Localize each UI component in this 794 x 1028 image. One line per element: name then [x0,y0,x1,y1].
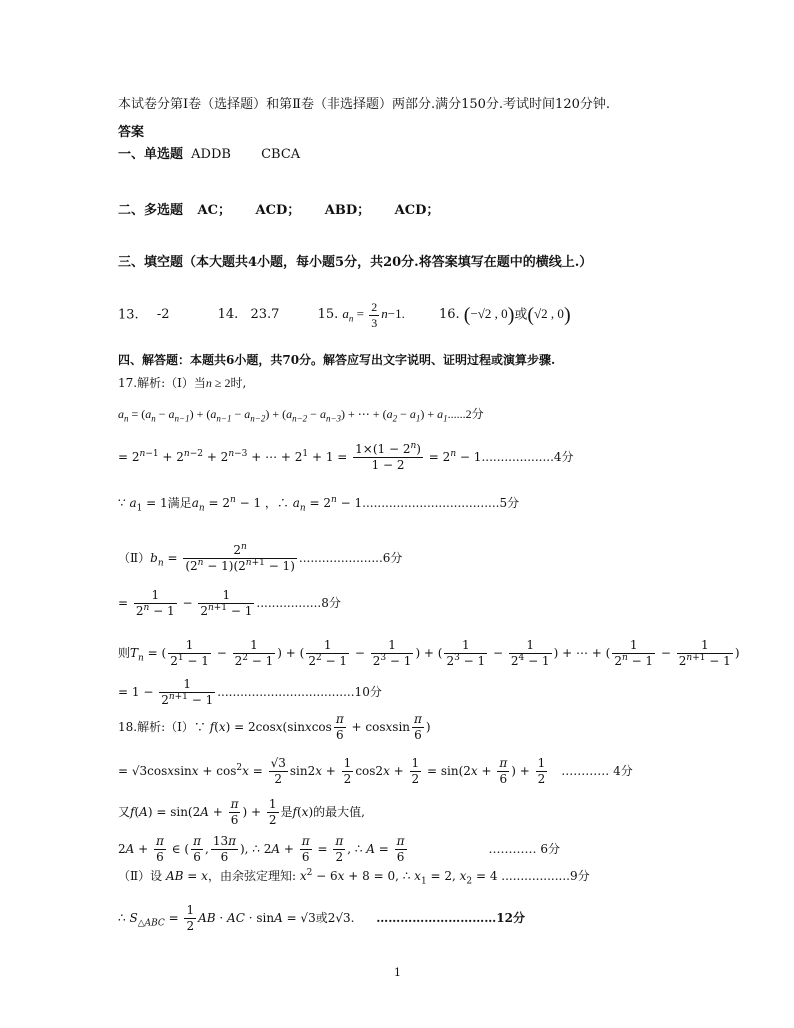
q17-score-10: ....................................10分 [217,685,382,699]
q18-again: 又 [118,805,131,819]
page-number: 1 [394,966,401,979]
q18-eq-max: 又f(A) = sin(2A + $\frac{\pi}{6}$ ) + $\frac{1}{2}$ 是f(x)的最大值, [118,797,365,827]
multi-choice-line [118,202,439,220]
q17-score-4: ...................4分 [481,450,574,464]
q17-condition: n ≥ 2 [205,376,231,390]
multi-choice-label: 二、多选题 [118,203,184,218]
multi-choice-answer: AC； [197,203,231,218]
q18-or: 或 [315,911,328,925]
q17-score-2: ......2分 [447,407,484,421]
multi-choice-answer: ACD； [255,203,301,218]
single-choice-line [118,146,300,164]
q17-part2-label: （Ⅱ） [118,551,151,565]
single-choice-label: 一、单选题 [118,147,184,162]
single-choice-answers-b: CBCA [261,147,301,162]
q17-eq-tn: 则$T_n$ = ( $\frac{1}{2^1 - 1}$ − $\frac{1}{2^2 - 1}$ ) + ( $\frac{1}{2^2 - 1}$ − $\frac{1}{2^3 - 1}$ ) + ( $\frac{1}{2^3 - 1}$ − $\frac{1}{2^4 - 1}$ ) + ⋯ + ( $\frac{1}{2^n - 1}$ − $\frac{1}{2^{n+1} - 1}$ ) [118,638,740,668]
q17-eq-result: = 1 − $\frac{1}{2^{n+1} - 1}$ ....................................10分 [118,677,382,707]
answers-heading: 答案 [118,125,145,140]
q16-label: 16. [438,307,460,323]
q18-cosine-text: ，由余弦定理知: [207,869,296,883]
q18-part2-label: （Ⅱ）设 [118,869,163,883]
q18-score-6: ………… 6分 [488,842,560,856]
q18-eq-angle: 2A + $\frac{\pi}{6}$ ∈ ( $\frac{\pi}{6}$ , $\frac{13\pi}{6}$ ), ∴ 2A + $\frac{\pi}{6}$ = $\frac{\pi}{2}$ , ∴ A = $\frac{\pi}{6}$ ………… 6分 [118,834,560,864]
q18-score-4: ………… 4分 [561,764,633,778]
q17-score-6: ......................6分 [298,551,403,565]
q16-point-a: (−√2 , 0) [463,304,515,327]
q18-eq-simplify: = √3cosxsinx + $\cos^2x$ = $\frac{√3}{2}$ sin2x + $\frac{1}{2}$ cos2x + $\frac{1}{2}$ = sin(2x + $\frac{\pi}{6}$ ) + $\frac{1}{2}$ ………… 4分 [118,756,633,786]
q17-score-8: .................8分 [256,596,341,610]
single-choice-answers-a: ADDB [191,147,231,162]
q17-eq-bn: $(Ⅱ)b_n$ = $\frac{2^n}{(2^n - 1)(2^{n+1} - 1)}$ ......................6分 [118,542,403,573]
q18-is: 是 [280,805,293,819]
q18-max-tail: 的最大值, [313,805,365,819]
q17-condition-tail: 时, [230,376,247,390]
intro-line: 本试卷分第Ⅰ卷（选择题）和第Ⅱ卷（非选择题）两部分.满分150分.考试时间120分钟. [118,97,610,112]
q17-head [118,374,246,392]
fill-blank-answers [118,300,571,331]
solutions-heading: 四、解答题：本题共6小题，共70分。解答应写出文字说明、证明过程或演算步骤. [118,353,556,367]
q17-eq-sum: = $2^{n-1} + 2^{n-2} + 2^{n-3}$ + ⋯ + $2^1 + 1$ = $\frac{1\times(1 - 2^n)}{1 - 2}$ = $2^n - 1...................4$分 [118,441,574,472]
q17-label: 17.解析:（Ⅰ）当 [118,376,206,390]
q16-or: 或 [514,307,528,323]
q14-answer: 23.7 [250,307,280,323]
q18-head: 18.解析:（Ⅰ）∵ f(x) = 2cosx(sinxcos $\frac{\pi}{6}$ + cosxsin $\frac{\pi}{6}$ ) [118,712,431,742]
q17-eq-telescope: $a_n = (a_n - a_{n-1}) + (a_{n-1} - a_{n-2}) + (a_{n-2} - a_{n-3})$ + ⋯ + $(a_2 - a_1) + a_1......2$分 [118,407,484,424]
q15-label: 15. [317,307,339,323]
q17-eq-general: ∵ $a_1 = 1$满足$a_n = 2^n - 1$ ，∴ $a_n = 2^n - 1....................................5$分 [118,495,520,514]
q18-label: 18.解析:（Ⅰ）∵ [118,720,206,734]
q17-satisfies: 满足 [167,496,192,510]
q17-score-5: ....................................5分 [362,496,520,510]
q17-then: 则 [118,646,131,660]
q14-label: 14. [217,307,239,323]
q13-label: 13. [118,307,139,323]
q17-eq-split: = $\frac{1}{2^n - 1}$ − $\frac{1}{2^{n+1} - 1}$ .................8分 [118,588,341,618]
q16-point-b: (√2 , 0) [527,304,571,327]
q18-score-9: ..................9分 [501,869,590,883]
q15-formula: $a_n$ = $\frac{2}{3}$ n−1. [342,300,405,330]
q18-score-12: …………………………12分 [376,911,525,925]
multi-choice-answer: ACD； [394,203,440,218]
q18-eq-cosine: （Ⅱ）设 AB = x，由余弦定理知: $x^2 - 6x + 8 = 0$, ∴ $x_1 = 2$, $x_2 = 4$ ..................9分 [118,868,590,887]
fill-blank-heading: 三、填空题（本大题共4小题，每小题5分，共20分.将答案填写在题中的横线上.） [118,255,593,270]
q13-answer: -2 [156,307,170,323]
multi-choice-answer: ABD； [324,203,371,218]
q18-eq-area: ∴ $S_{\triangle ABC}$ = $\frac{1}{2}$ AB · AC · sinA = √3或2√3. …………………………12分 [118,903,525,933]
